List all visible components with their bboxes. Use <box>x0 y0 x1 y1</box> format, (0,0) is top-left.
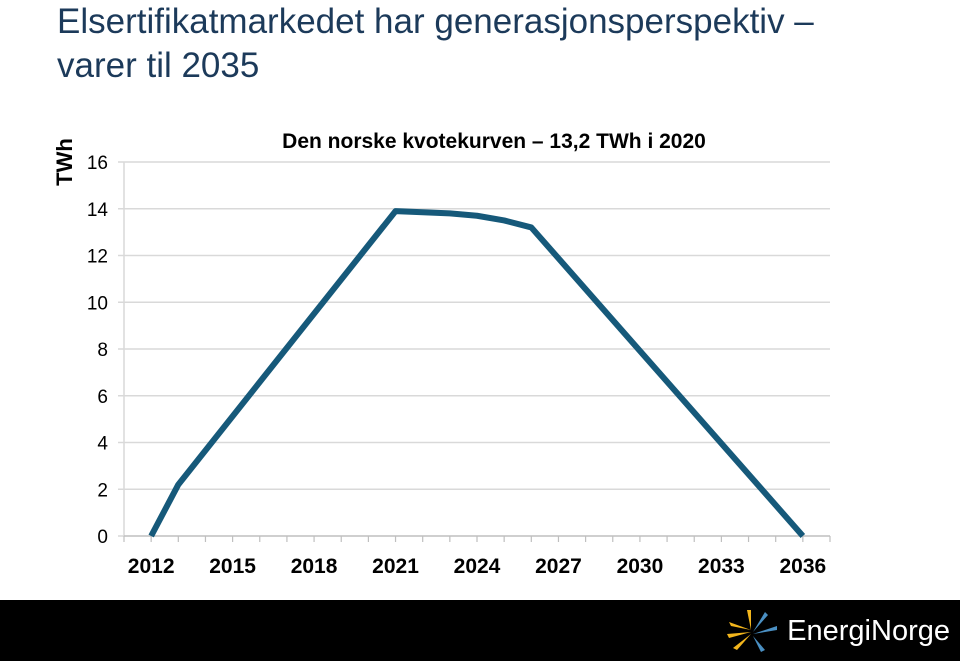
x-tick-label-2024: 2024 <box>453 555 501 578</box>
energinorge-logo-icon <box>727 608 779 654</box>
slide-title-line-2: varer til 2035 <box>57 46 260 85</box>
logo-wordmark: EnergiNorge <box>787 614 950 647</box>
series-line-0 <box>151 211 803 536</box>
y-axis-label: TWh <box>52 138 77 186</box>
slide-title-line-1: Elsertifikatmarkedet har generasjonsperspektiv – <box>57 2 814 41</box>
y-tick-label-0: 0 <box>97 527 108 548</box>
y-tick-label-12: 12 <box>86 246 108 268</box>
y-tick-label-4: 4 <box>97 433 108 455</box>
chart-title: Den norske kvotekurven – 13,2 TWh i 2020 <box>282 130 706 153</box>
energinorge-logo <box>727 608 950 654</box>
x-tick-label-2018: 2018 <box>290 555 338 578</box>
footer-bar <box>0 600 960 661</box>
y-tick-label-6: 6 <box>97 386 108 408</box>
x-tick-label-2027: 2027 <box>535 555 582 578</box>
y-tick-label-16: 16 <box>86 153 108 174</box>
y-tick-label-10: 10 <box>86 293 108 315</box>
x-tick-label-2015: 2015 <box>209 555 256 578</box>
y-tick-label-8: 8 <box>97 340 108 361</box>
x-tick-label-2033: 2033 <box>698 555 745 578</box>
y-tick-label-2: 2 <box>97 480 108 502</box>
x-tick-label-2036: 2036 <box>779 555 827 578</box>
x-tick-label-2012: 2012 <box>127 555 175 578</box>
x-tick-label-2030: 2030 <box>616 555 664 578</box>
x-tick-label-2021: 2021 <box>372 555 419 578</box>
y-tick-label-14: 14 <box>86 199 108 221</box>
